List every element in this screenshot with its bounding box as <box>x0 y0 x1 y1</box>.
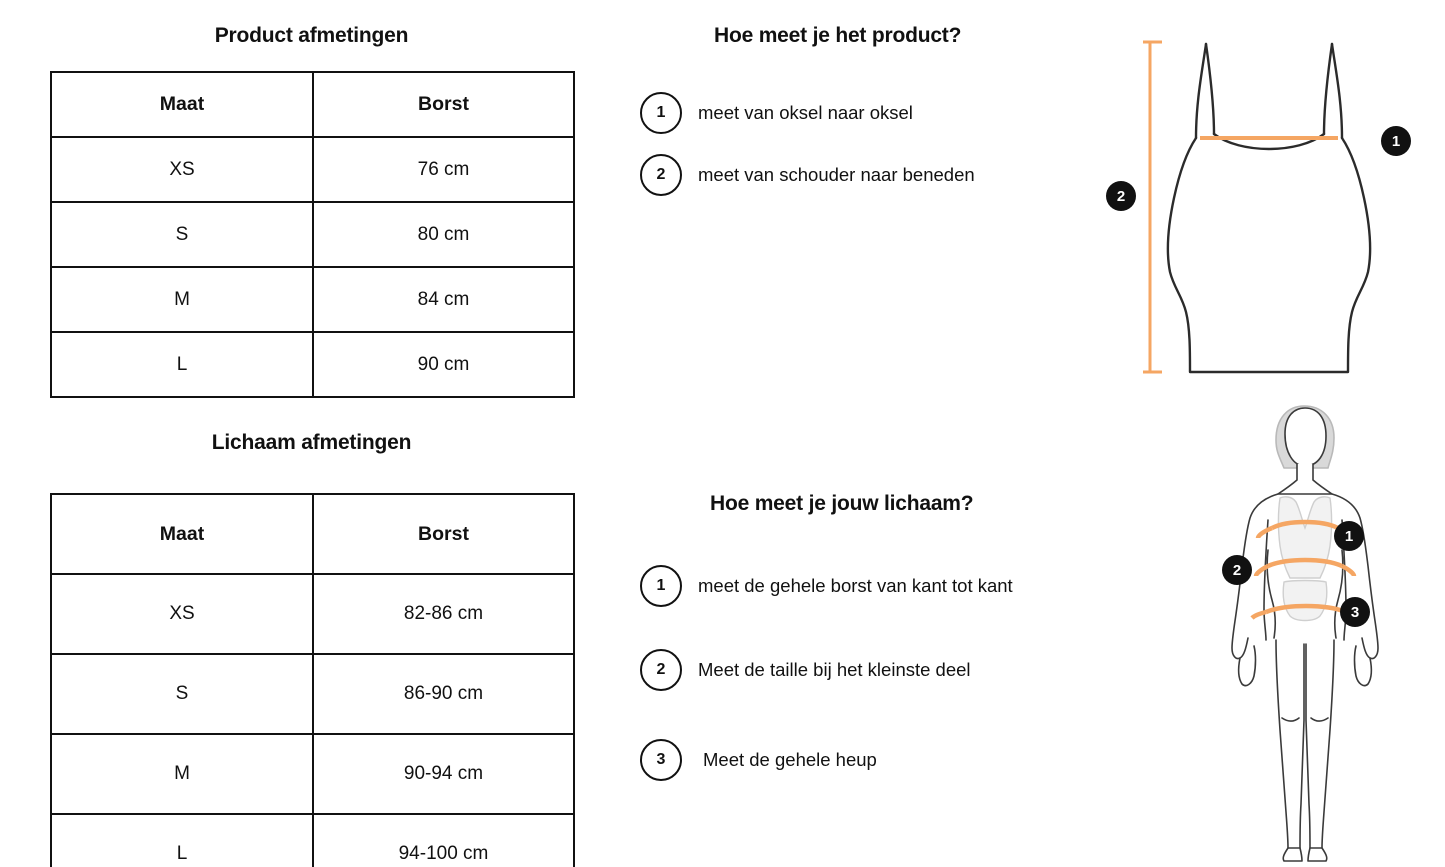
body-badge-1: 1 <box>1334 521 1364 551</box>
garment-length-guide-icon <box>1143 42 1162 372</box>
step-text: Meet de gehele heup <box>703 749 877 770</box>
body-diagram <box>1180 400 1430 865</box>
cell-chest: 90 cm <box>313 332 574 397</box>
cell-chest: 94-100 cm <box>313 814 574 867</box>
table-row <box>51 267 574 332</box>
body-badge-2: 2 <box>1222 555 1252 585</box>
table-row <box>51 332 574 397</box>
cell-size: XS <box>51 574 313 654</box>
garment-diagram <box>1110 20 1430 400</box>
cell-size: XS <box>51 137 313 202</box>
cell-size: S <box>51 654 313 734</box>
cell-chest: 84 cm <box>313 267 574 332</box>
step-text: meet de gehele borst van kant tot kant <box>698 575 1013 596</box>
cell-size: M <box>51 734 313 814</box>
table-row <box>51 137 574 202</box>
step-text: meet van oksel naar oksel <box>698 102 913 123</box>
garment-badge-2: 2 <box>1106 181 1136 211</box>
instruction-step-product-2 <box>640 154 975 196</box>
garment-badge-1: 1 <box>1381 126 1411 156</box>
cell-chest: 76 cm <box>313 137 574 202</box>
cell-chest: 90-94 cm <box>313 734 574 814</box>
table-row <box>51 734 574 814</box>
cell-size: M <box>51 267 313 332</box>
step-number-badge: 3 <box>640 739 682 781</box>
cell-chest: 86-90 cm <box>313 654 574 734</box>
body-measurements-title: Lichaam afmetingen <box>211 431 412 454</box>
table-row <box>51 202 574 267</box>
table-header-row <box>51 494 574 574</box>
cell-size: L <box>51 332 313 397</box>
female-body-outline-icon <box>1232 406 1378 861</box>
cell-chest: 80 cm <box>313 202 574 267</box>
cell-chest: 82-86 cm <box>313 574 574 654</box>
body-measurements-table <box>50 493 575 867</box>
product-measurements-table <box>50 71 575 398</box>
table-row <box>51 574 574 654</box>
step-number-badge: 1 <box>640 565 682 607</box>
cell-size: S <box>51 202 313 267</box>
product-measurements-title: Product afmetingen <box>214 24 409 47</box>
instruction-step-body-3 <box>640 739 877 781</box>
column-header-size: Maat <box>51 494 313 574</box>
column-header-size: Maat <box>51 72 313 137</box>
tank-top-outline-icon <box>1168 44 1370 372</box>
howto-body-title: Hoe meet je jouw lichaam? <box>710 492 974 515</box>
column-header-chest: Borst <box>313 72 574 137</box>
table-header-row <box>51 72 574 137</box>
cell-size: L <box>51 814 313 867</box>
instruction-step-product-1 <box>640 92 913 134</box>
column-header-chest: Borst <box>313 494 574 574</box>
step-text: meet van schouder naar beneden <box>698 164 975 185</box>
instruction-step-body-2 <box>640 649 971 691</box>
howto-product-title: Hoe meet je het product? <box>714 24 962 47</box>
step-number-badge: 1 <box>640 92 682 134</box>
body-measurements-table-wrapper <box>50 493 575 867</box>
step-number-badge: 2 <box>640 649 682 691</box>
table-row <box>51 814 574 867</box>
step-text: Meet de taille bij het kleinste deel <box>698 659 971 680</box>
table-row <box>51 654 574 734</box>
product-measurements-table-wrapper <box>50 71 575 398</box>
instruction-step-body-1 <box>640 565 1013 607</box>
step-number-badge: 2 <box>640 154 682 196</box>
body-badge-3: 3 <box>1340 597 1370 627</box>
